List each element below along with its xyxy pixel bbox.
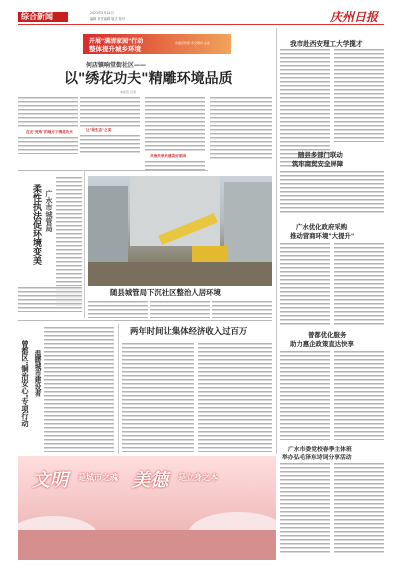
right-headline-4b: 助力惠企政策直达快享: [290, 340, 354, 348]
lead-kicker: 何店镇响堂街社区——: [86, 62, 147, 69]
masthead: [0, 0, 402, 24]
lead-byline: 本报讯 记者: [120, 90, 136, 94]
lead-text-col-2: [80, 96, 140, 128]
lead-subhead-3: 共治共享共建美好家园: [150, 154, 186, 158]
footer-city-skyline: [18, 530, 276, 560]
right-col-rule: [276, 28, 277, 454]
lead-text-col-2b: [80, 134, 140, 154]
vertical-headline-left: 柔性执法促环境变美: [31, 184, 41, 265]
photo-story-text-1: [88, 300, 148, 318]
footer-phrase-1: 是城市之魂: [78, 473, 118, 482]
bottom-headline: 两年时间让集体经济收入过百万: [130, 326, 248, 336]
lead-text-col-1b: [18, 136, 78, 154]
bottom-text-col-2: [198, 342, 272, 452]
right-text-5a: [280, 462, 330, 554]
divider-2: [18, 320, 272, 321]
left-story-text-b: [18, 286, 82, 312]
banner-title-1: 开展"满清家园"行动: [89, 38, 144, 45]
footer-word-wenming: 文明: [32, 470, 68, 491]
right-text-3b: [334, 242, 384, 326]
right-headline-5b: 举办弘毛泽东诗词分享活动: [282, 455, 352, 461]
lead-subhead-2: 让"原生态"之美: [86, 128, 112, 132]
right-text-4a: [280, 350, 330, 440]
bottom-left-text: [44, 326, 114, 452]
lead-headline: 以"绣花功夫"精雕环境品质: [64, 71, 233, 87]
right-text-4b: [334, 350, 384, 440]
campaign-banner: [83, 34, 231, 54]
newspaper-logo: 庆州日报: [330, 10, 379, 24]
banner-title-2: 整体提升城乡环境: [89, 45, 141, 53]
right-text-1b: [334, 48, 384, 142]
vertical-headline-bottom: 曾都区"铜治安心"专项行动: [21, 340, 30, 427]
photo-building-right: [224, 182, 272, 262]
right-headline-1: 我市赴西安理工大学揽才: [290, 40, 363, 48]
col-rule-2: [118, 324, 119, 454]
right-headline-2a: 随县多部门联动: [298, 151, 343, 159]
lead-text-col-3: [145, 96, 205, 152]
right-headline-3b: 推动营商环境"大提升": [290, 232, 355, 240]
footer-banner: [18, 456, 276, 560]
right-text-5b: [334, 462, 384, 554]
lead-subhead-1: 在无"死角"的地方下绣花功夫: [26, 130, 73, 134]
photo-rubble: [88, 262, 272, 286]
meta-line: 编辑 责任编辑 版式 校对: [90, 17, 125, 21]
masthead-rule: [18, 24, 384, 25]
right-headline-3a: 广水优化政府采购: [296, 223, 348, 231]
lead-text-col-4: [210, 96, 272, 160]
photo-story-text-2: [150, 300, 210, 318]
divider-1: [18, 170, 208, 171]
right-headline-2b: 筑牢商贸安全屏障: [292, 160, 344, 168]
lead-text-col-1: [18, 96, 78, 128]
vertical-subhead-bottom: 温暖城市建设者: [33, 350, 41, 397]
right-headline-5a: 广水市委党校春季主体班: [288, 447, 352, 453]
footer-phrase-2: 是立身之本: [178, 473, 218, 482]
right-headline-4a: 曾都优化服务: [308, 331, 347, 339]
banner-note: 市委宣传部 市文明办 主办: [175, 41, 210, 45]
photo-caption: 随县城管局下沉社区整治人居环境: [110, 288, 221, 297]
vertical-subhead-left: 广水市城管局: [45, 190, 53, 232]
bottom-text-col-1: [122, 342, 194, 452]
lead-text-col-3b: [145, 160, 205, 170]
right-text-2: [280, 170, 384, 214]
right-text-3a: [280, 242, 330, 326]
col-rule-1: [84, 170, 85, 318]
news-photo: [88, 176, 272, 286]
footer-word-meide: 美德: [132, 470, 168, 491]
date-line: 2022年5月14日: [90, 11, 114, 15]
section-title: 综合新闻: [21, 12, 53, 21]
photo-story-text-3: [212, 300, 272, 318]
